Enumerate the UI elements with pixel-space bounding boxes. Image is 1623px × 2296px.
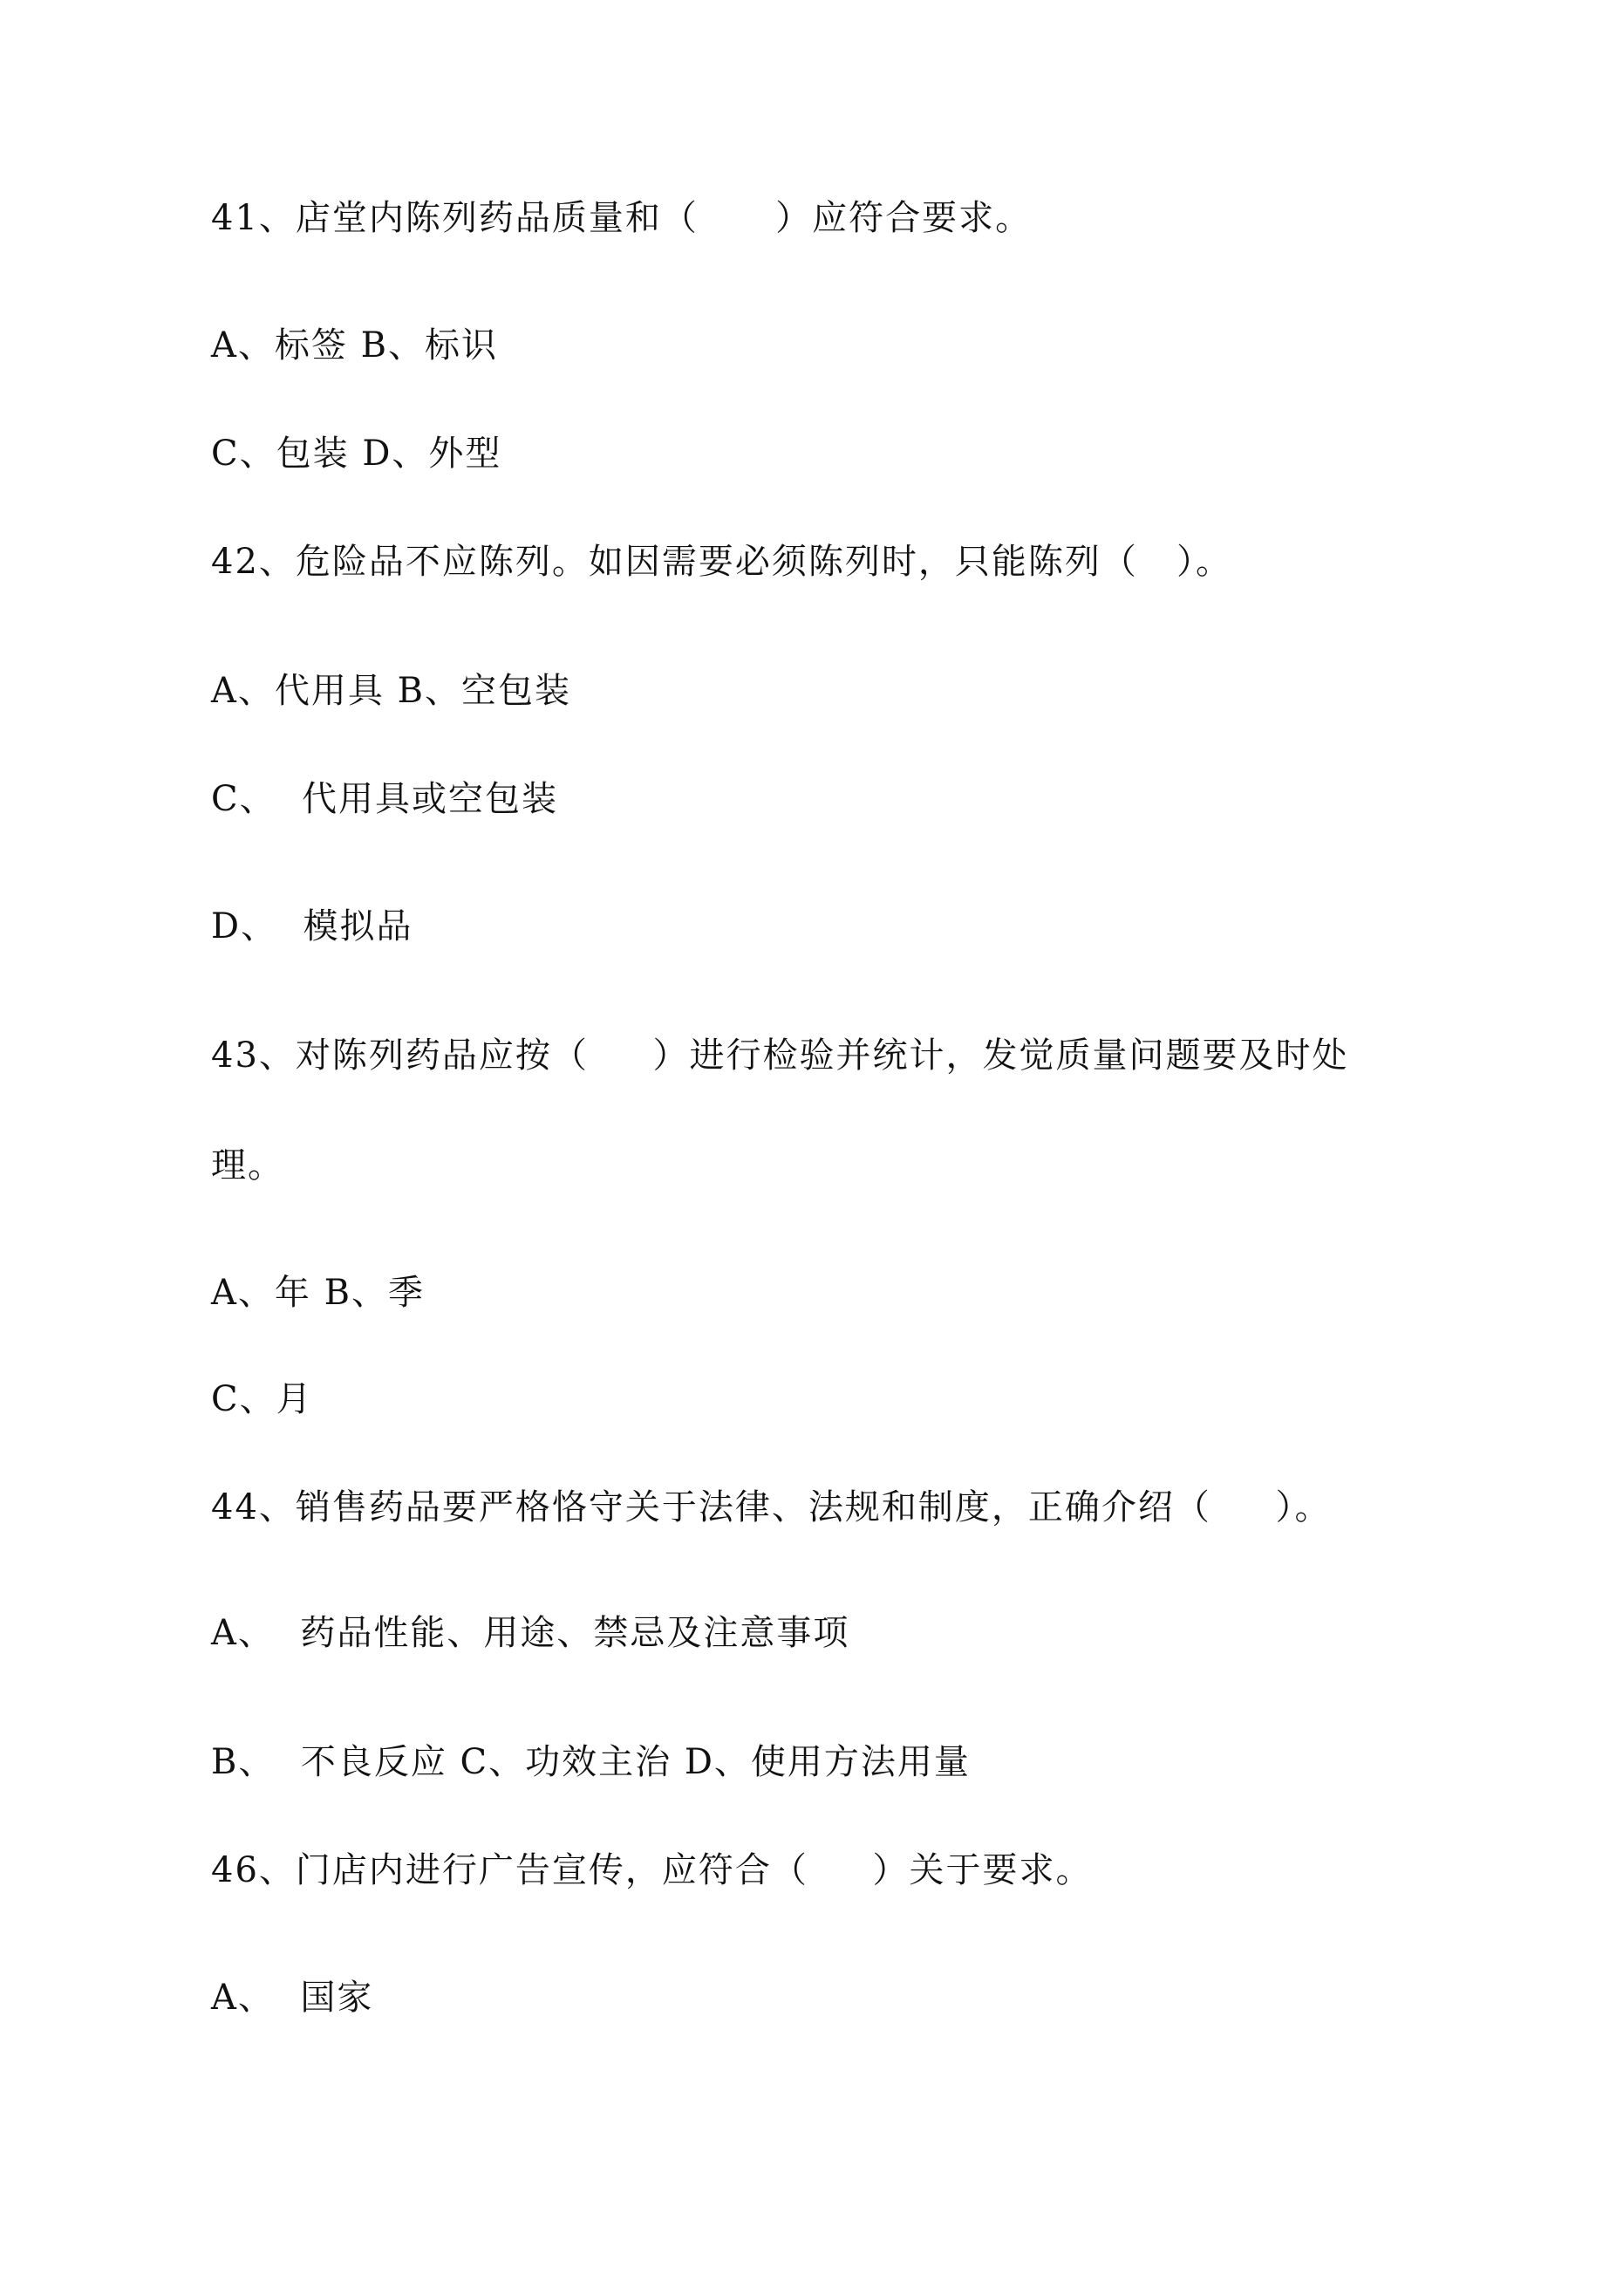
question-41-options-ab: A、标签 B、标识 <box>211 325 498 366</box>
question-46: 46、门店内进行广告宣传，应符合（ ）关于要求。 <box>211 1850 1093 1890</box>
question-43-options-ab: A、年 B、季 <box>211 1273 425 1313</box>
question-43: 43、对陈列药品应按（ ）进行检验并统计，发觉质量问题要及时处 <box>211 1035 1349 1076</box>
question-43-continuation: 理。 <box>211 1145 284 1186</box>
question-46-option-a: A、 国家 <box>211 1978 374 2018</box>
question-42-option-c: C、 代用具或空包装 <box>211 779 559 819</box>
question-44-option-a: A、 药品性能、用途、禁忌及注意事项 <box>211 1613 850 1653</box>
question-41: 41、店堂内陈列药品质量和（ ）应符合要求。 <box>211 198 1033 238</box>
question-41-options-cd: C、包装 D、外型 <box>211 434 502 474</box>
question-42-option-d: D、 模拟品 <box>211 906 413 946</box>
question-42-options-ab: A、代用具 B、空包装 <box>211 671 571 711</box>
question-44-options-bcd: B、 不良反应 C、功效主治 D、使用方法用量 <box>211 1742 971 1782</box>
question-44: 44、销售药品要严格恪守关于法律、法规和制度，正确介绍（ ）。 <box>211 1487 1332 1527</box>
question-42: 42、危险品不应陈列。如因需要必须陈列时，只能陈列（ ）。 <box>211 542 1233 582</box>
question-43-option-c: C、月 <box>211 1379 313 1419</box>
